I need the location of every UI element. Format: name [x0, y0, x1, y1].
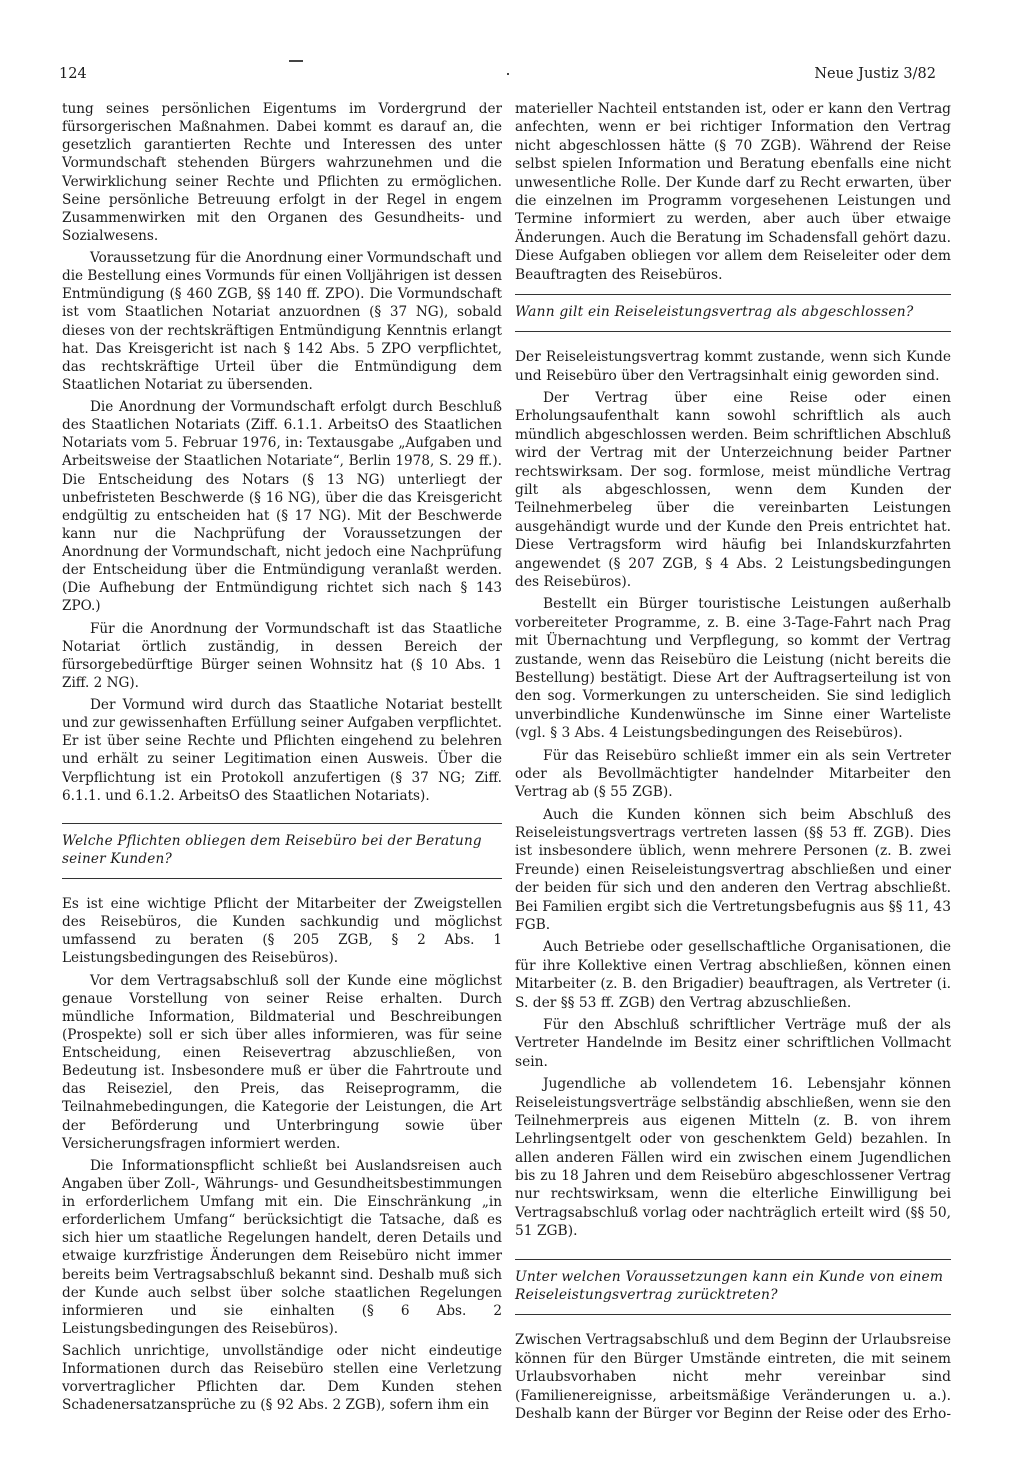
paragraph: tung seines persönlichen Eigentums im Vordergrund der fürsorgerischen Maßnahmen. Dabei kommt es darauf an, die gesetzlich garantierten Rechte und Interessen des unter Vormundschaft stehenden Bürgers wahrzunehmen und die Verwirklichung seiner Rechte und Pflichten zu ermöglichen. Seine persönliche Betreuung erfolgt in der Regel in engem Zusammenwirken mit den Organen des Gesundheits- und Sozialwesens. [62, 101, 502, 244]
paragraph: Für den Abschluß schriftlicher Verträge muß der als Vertreter Handelnde im Besitz einer schriftlichen Vollmacht sein. [515, 1016, 951, 1070]
header-dot [507, 73, 509, 75]
paragraph: Es ist eine wichtige Pflicht der Mitarbeiter der Zweigstellen des Reisebüros, die Kunden sachkundig und möglichst umfassend zu beraten (§ 205 ZGB, § 2 Abs. 1 Leistungsbedingungen des Reisebüros). [62, 896, 502, 967]
page-number: 124 [59, 66, 87, 82]
paragraph: Sachlich unrichtige, unvollständige oder nicht eindeutige Informationen durch das Reisebüro stellen eine Verletzung vorvertraglicher Pflichten dar. Dem Kunden stehen Schadenersatzansprüche zu (§ 92 Abs. 2 ZGB), sofern ihm ein [62, 1343, 502, 1414]
paragraph: Jugendliche ab vollendetem 16. Lebensjahr können Reiseleistungsverträge selbständig abschließen, wenn sie den Teilnehmerpreis aus eigenen Mitteln (z. B. von ihrem Lehrlingsentgelt oder von geschenktem Geld) bezahlen. In allen anderen Fällen wird ein zwischen einem Jugendlichen bis zu 18 Jahren und dem Reisebüro abgeschlossener Vertrag nur rechtswirksam, wenn die elterliche Einwilligung bei Vertragsabschluß vorlag oder nachträglich erteilt wird (§§ 50, 51 ZGB). [515, 1076, 951, 1240]
paragraph: Für die Anordnung der Vormundschaft ist das Staatliche Notariat örtlich zuständig, in dessen Bereich der fürsorgebedürftige Bürger seinen Wohnsitz hat (§ 10 Abs. 1 Ziff. 2 NG). [62, 620, 502, 691]
journal-issue: Neue Justiz 3/82 [814, 66, 936, 82]
paragraph: Für das Reisebüro schließt immer ein als sein Vertreter oder als Bevollmächtigter handelnder Mitarbeiter den Vertrag ab (§ 55 ZGB). [515, 747, 951, 801]
paragraph: Die Informationspflicht schließt bei Auslandsreisen auch Angaben über Zoll-, Währungs- und Gesundheitsbestimmungen in erforderlichem Umfang mit ein. Die Einschränkung „in erforderlichem Umfang“ berücksichtigt die Tatsache, daß es sich hier um staatliche Regelungen handelt, deren Details und etwaige kurzfristige Änderungen dem Reisebüro nicht immer bereits beim Vertragsabschluß bekannt sind. Deshalb muß sich der Kunde auch selbst über solche staatlichen Regelungen informieren und sie einhalten (§ 6 Abs. 2 Leistungsbedingungen des Reisebüros). [62, 1157, 502, 1337]
header-dash [289, 60, 303, 62]
paragraph: Auch Betriebe oder gesellschaftliche Organisationen, die für ihre Kollektive einen Vertrag abschließen, können einen Mitarbeiter (z. B. den Brigadier) beauftragen, als Vertreter (i. S. der §§ 53 ff. ZGB) den Vertrag abzuschließen. [515, 939, 951, 1011]
paragraph: Bestellt ein Bürger touristische Leistungen außerhalb vorbereiteter Programme, z. B. eine 3-Tage-Fahrt nach Prag mit Übernachtung und Verpflegung, so kommt der Vertrag zustande, wenn das Reisebüro die Leistung (nicht bereits die Bestellung) bestätigt. Diese Art der Auftragserteilung ist von den sog. Vormerkungen zu unterscheiden. Sie sind lediglich unverbindliche Kundenwünsche im Sinne einer Warteliste (vgl. § 3 Abs. 4 Leistungsbedingungen des Reisebüros). [515, 596, 951, 742]
paragraph: Die Anordnung der Vormundschaft erfolgt durch Beschluß des Staatlichen Notariats (Ziff. 6.1.1. ArbeitsO des Staatlichen Notariats vom 5. Februar 1976, in: Textausgabe „Aufgaben und Arbeitsweise der Staatlichen Notariate“, Berlin 1978, S. 29 ff.). Die Entscheidung des Notars (§ 13 NG) unterliegt der unbefristeten Beschwerde (§ 16 NG), über die das Kreisgericht endgültig zu entscheiden hat (§ 17 NG). Mit der Beschwerde kann nur die Nachprüfung der Voraussetzungen der Anordnung der Vormundschaft, nicht jedoch eine Nachprüfung der Entscheidung über die Entmündigung veranlaßt werden. (Die Aufhebung der Entmündigung richtet sich nach § 143 ZPO.) [62, 399, 502, 615]
section-question: Welche Pflichten obliegen dem Reisebüro bei der Beratung seiner Kunden? [62, 823, 502, 879]
paragraph: Auch die Kunden können sich beim Abschluß des Reiseleistungsvertrags vertreten lassen (§§ 53 ff. ZGB). Dies ist insbesondere üblich, wenn mehrere Personen (z. B. zwei Freunde) einen Reiseleistungsvertrag abschließen und einer der beiden für sich und den anderen den Vertrag abschließt. Bei Familien ergibt sich die Vertretungsbefugnis aus §§ 11, 43 FGB. [515, 806, 951, 934]
paragraph: materieller Nachteil entstanden ist, oder er kann den Vertrag anfechten, wenn er bei richtiger Information den Vertrag nicht abgeschlossen hätte (§ 70 ZGB). Während der Reise selbst spielen Information und Beratung ebenfalls eine nicht unwesentliche Rolle. Der Kunde darf zu Recht erwarten, über die einzelnen im Programm vorgesehenen Leistungen und Termine informiert zu werden, aber auch über etwaige Änderungen. Auch die Beratung im Schadensfall gehört dazu. Diese Aufgaben obliegen vor allem dem Reiseleiter oder dem Beauftragten des Reisebüros. [515, 101, 951, 283]
paragraph: Vor dem Vertragsabschluß soll der Kunde eine möglichst genaue Vorstellung von seiner Reise erhalten. Durch mündliche Information, Bildmaterial und Beschreibungen (Prospekte) soll er sich über alles informieren, was für seine Entscheidung, einen Reisevertrag abzuschließen, von Bedeutung ist. Insbesondere muß er über die Fahrtroute und das Reiseziel, den Preis, das Reiseprogramm, die Teilnahmebedingungen, die Kategorie der Leistungen, die Art der Beförderung und Unterbringung sowie über Versicherungsfragen informiert werden. [62, 972, 502, 1152]
paragraph: Zwischen Vertragsabschluß und dem Beginn der Urlaubsreise können für den Bürger Umstände eintreten, die mit seinem Urlaubsvorhaben nicht mehr vereinbar sind (Familienereignisse, arbeitsmäßige Veränderungen u. a.). Deshalb kann der Bürger vor Beginn der Reise oder des Erho- [515, 1332, 951, 1422]
paragraph: Der Reiseleistungsvertrag kommt zustande, wenn sich Kunde und Reisebüro über den Vertragsinhalt einig geworden sind. [515, 349, 951, 384]
section-question: Unter welchen Voraussetzungen kann ein Kunde von einem Reiseleistungsvertrag zurücktreten? [515, 1259, 951, 1316]
paragraph: Voraussetzung für die Anordnung einer Vormundschaft und die Bestellung eines Vormunds für einen Volljährigen ist dessen Entmündigung (§ 460 ZGB, §§ 140 ff. ZPO). Die Vormundschaft ist vom Staatlichen Notariat anzuordnen (§ 37 NG), sobald dieses von der rechtskräftigen Entmündigung Kenntnis erlangt hat. Das Kreisgericht ist nach § 142 Abs. 5 ZPO verpflichtet, das rechtskräftige Urteil über die Entmündigung dem Staatlichen Notariat zu übersenden. [62, 250, 502, 393]
paragraph: Der Vertrag über eine Reise oder einen Erholungsaufenthalt kann sowohl schriftlich als auch mündlich abgeschlossen werden. Beim schriftlichen Abschluß wird der Vertrag mit der Unterzeichnung beider Partner rechtswirksam. Der sog. formlose, meist mündliche Vertrag gilt als abgeschlossen, wenn dem Kunden der Teilnehmerbeleg über die vereinbarten Leistungen ausgehändigt wurde und der Kunde den Preis entrichtet hat. Diese Vertragsform wird häufig bei Inlandskurzfahrten angewendet (§ 207 ZGB, § 4 Abs. 2 Leistungsbedingungen des Reisebüros). [515, 390, 951, 590]
section-question: Wann gilt ein Reiseleistungsvertrag als abgeschlossen? [515, 294, 951, 332]
paragraph: Der Vormund wird durch das Staatliche Notariat bestellt und zur gewissenhaften Erfüllung seiner Aufgaben verpflichtet. Er ist über seine Rechte und Pflichten eingehend zu belehren und erhält zu seiner Legitimation einen Ausweis. Über die Verpflichtung ist ein Protokoll anzufertigen (§ 37 NG; Ziff. 6.1.1. und 6.1.2. ArbeitsO des Staatlichen Notariats). [62, 697, 502, 804]
right-column [515, 100, 951, 1427]
left-column [62, 100, 502, 1419]
page-header [59, 60, 936, 84]
